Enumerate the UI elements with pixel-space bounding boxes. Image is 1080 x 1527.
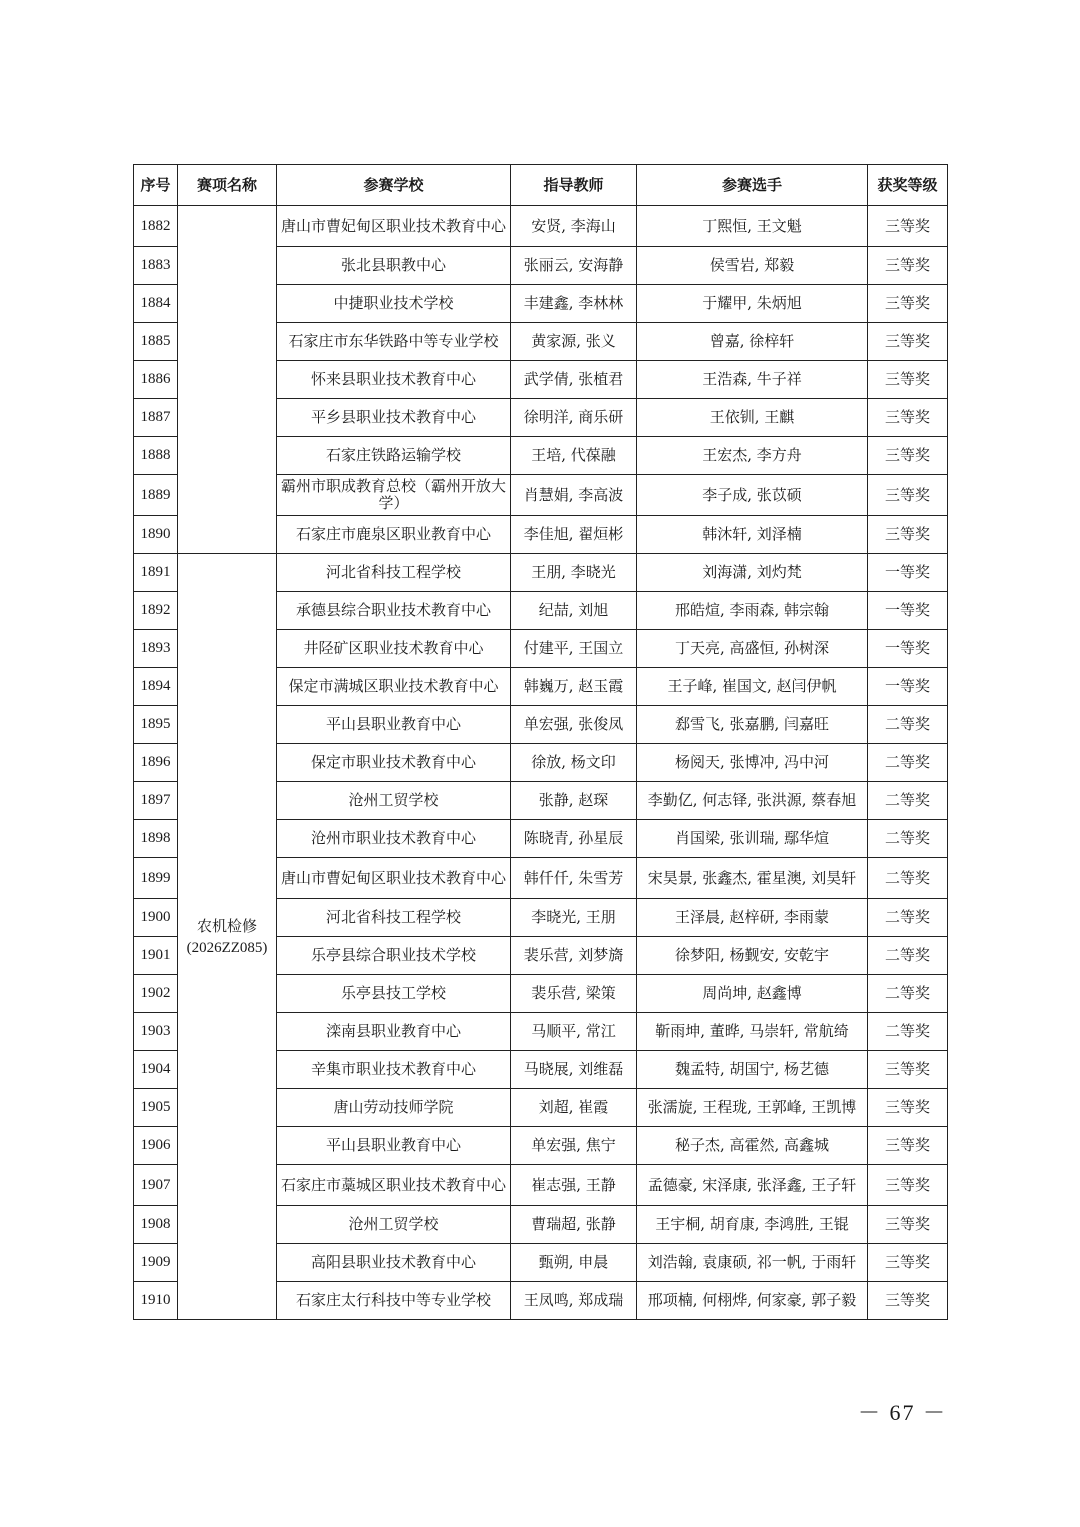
cell-students: 宋昊景, 张鑫杰, 霍星澳, 刘昊轩: [637, 858, 868, 899]
cell-award: 二等奖: [868, 858, 948, 899]
cell-teachers: 裴乐营, 梁策: [511, 975, 637, 1013]
cell-students: 王宏杰, 李方舟: [637, 437, 868, 475]
cell-seq: 1905: [134, 1089, 178, 1127]
cell-school: 滦南县职业教育中心: [277, 1013, 511, 1051]
cell-teachers: 黄家源, 张义: [511, 323, 637, 361]
table-header-row: [134, 165, 948, 206]
cell-award: 三等奖: [868, 1282, 948, 1320]
cell-school: 张北县职教中心: [277, 247, 511, 285]
cell-event-group-2: [178, 554, 277, 1320]
header-award: 获奖等级: [868, 165, 948, 206]
cell-school: 沧州工贸学校: [277, 782, 511, 820]
cell-school: 乐亭县综合职业技术学校: [277, 937, 511, 975]
header-event: 赛项名称: [178, 165, 277, 206]
cell-teachers: 马顺平, 常江: [511, 1013, 637, 1051]
cell-award: 二等奖: [868, 1013, 948, 1051]
cell-teachers: 陈晓青, 孙星辰: [511, 820, 637, 858]
cell-school: 唐山市曹妃甸区职业技术教育中心: [277, 206, 511, 247]
cell-event-group-1: [178, 206, 277, 554]
cell-award: 三等奖: [868, 437, 948, 475]
cell-students: 丁天亮, 高盛恒, 孙树深: [637, 630, 868, 668]
cell-teachers: 单宏强, 张俊凤: [511, 706, 637, 744]
cell-school: 石家庄市东华铁路中等专业学校: [277, 323, 511, 361]
cell-award: 三等奖: [868, 247, 948, 285]
cell-school: 平乡县职业技术教育中心: [277, 399, 511, 437]
cell-seq: 1909: [134, 1244, 178, 1282]
cell-seq: 1906: [134, 1127, 178, 1165]
header-students: 参赛选手: [637, 165, 868, 206]
table-row: [134, 554, 948, 592]
cell-award: 二等奖: [868, 899, 948, 937]
header-teachers: 指导教师: [511, 165, 637, 206]
cell-school: 河北省科技工程学校: [277, 554, 511, 592]
cell-teachers: 曹瑞超, 张静: [511, 1206, 637, 1244]
cell-teachers: 李晓光, 王朋: [511, 899, 637, 937]
cell-award: 二等奖: [868, 975, 948, 1013]
cell-award: 三等奖: [868, 323, 948, 361]
cell-teachers: 裴乐营, 刘梦旖: [511, 937, 637, 975]
cell-students: 侯雪岩, 郑毅: [637, 247, 868, 285]
cell-teachers: 王凤鸣, 郑成瑞: [511, 1282, 637, 1320]
cell-school: 保定市职业技术教育中心: [277, 744, 511, 782]
cell-students: 肖国梁, 张训瑞, 鄢华煊: [637, 820, 868, 858]
cell-students: 张濡旋, 王程珑, 王郭峰, 王凯博: [637, 1089, 868, 1127]
cell-students: 王依钏, 王麒: [637, 399, 868, 437]
cell-seq: 1895: [134, 706, 178, 744]
table-body: [134, 206, 948, 1320]
cell-students: 靳雨坤, 董晔, 马崇轩, 常航绮: [637, 1013, 868, 1051]
page-number: － 67 －: [857, 1400, 947, 1425]
cell-teachers: 武学倩, 张植君: [511, 361, 637, 399]
cell-seq: 1894: [134, 668, 178, 706]
cell-teachers: 甄朔, 申晨: [511, 1244, 637, 1282]
event-code: (2026ZZ085): [186, 939, 268, 956]
cell-teachers: 纪喆, 刘旭: [511, 592, 637, 630]
cell-school: 石家庄市鹿泉区职业教育中心: [277, 516, 511, 554]
cell-school: 乐亭县技工学校: [277, 975, 511, 1013]
cell-school: 高阳县职业技术教育中心: [277, 1244, 511, 1282]
cell-seq: 1900: [134, 899, 178, 937]
cell-students: 李子成, 张苡硕: [637, 475, 868, 516]
cell-students: 于耀甲, 朱炳旭: [637, 285, 868, 323]
cell-school: 保定市满城区职业技术教育中心: [277, 668, 511, 706]
cell-students: 邢皓煊, 李雨森, 韩宗翰: [637, 592, 868, 630]
event-name: 农机检修: [196, 916, 257, 935]
cell-school: 井陉矿区职业技术教育中心: [277, 630, 511, 668]
cell-seq: 1904: [134, 1051, 178, 1089]
cell-award: 二等奖: [868, 937, 948, 975]
cell-teachers: 刘超, 崔霞: [511, 1089, 637, 1127]
cell-seq: 1891: [134, 554, 178, 592]
cell-award: 三等奖: [868, 206, 948, 247]
cell-teachers: 韩仟仟, 朱雪芳: [511, 858, 637, 899]
cell-school: 平山县职业教育中心: [277, 1127, 511, 1165]
cell-teachers: 徐放, 杨文印: [511, 744, 637, 782]
cell-seq: 1883: [134, 247, 178, 285]
cell-award: 三等奖: [868, 475, 948, 516]
cell-students: 杨阅天, 张博冲, 冯中河: [637, 744, 868, 782]
cell-seq: 1890: [134, 516, 178, 554]
cell-award: 一等奖: [868, 668, 948, 706]
cell-teachers: 韩巍万, 赵玉霞: [511, 668, 637, 706]
cell-award: 三等奖: [868, 1127, 948, 1165]
cell-school: 沧州工贸学校: [277, 1206, 511, 1244]
cell-school: 承德县综合职业技术教育中心: [277, 592, 511, 630]
cell-students: 韩沐轩, 刘泽楠: [637, 516, 868, 554]
cell-seq: 1885: [134, 323, 178, 361]
cell-award: 三等奖: [868, 1244, 948, 1282]
cell-award: 一等奖: [868, 630, 948, 668]
cell-seq: 1888: [134, 437, 178, 475]
cell-seq: 1882: [134, 206, 178, 247]
cell-award: 二等奖: [868, 782, 948, 820]
cell-award: 二等奖: [868, 706, 948, 744]
cell-students: 王子峰, 崔国文, 赵闫伊帆: [637, 668, 868, 706]
cell-students: 徐梦阳, 杨觐安, 安乾宇: [637, 937, 868, 975]
cell-students: 李勤亿, 何志铎, 张洪源, 蔡春旭: [637, 782, 868, 820]
cell-students: 周尚坤, 赵鑫博: [637, 975, 868, 1013]
cell-teachers: 付建平, 王国立: [511, 630, 637, 668]
cell-seq: 1886: [134, 361, 178, 399]
cell-school: 沧州市职业技术教育中心: [277, 820, 511, 858]
cell-students: 邢项楠, 何栩烨, 何家豪, 郭子毅: [637, 1282, 868, 1320]
header-seq: 序号: [134, 165, 178, 206]
cell-teachers: 丰建鑫, 李林林: [511, 285, 637, 323]
cell-students: 刘浩翰, 袁康硕, 祁一帆, 于雨轩: [637, 1244, 868, 1282]
cell-award: 一等奖: [868, 554, 948, 592]
cell-school: 河北省科技工程学校: [277, 899, 511, 937]
cell-students: 王浩森, 牛子祥: [637, 361, 868, 399]
cell-award: 三等奖: [868, 1051, 948, 1089]
cell-seq: 1902: [134, 975, 178, 1013]
cell-seq: 1889: [134, 475, 178, 516]
cell-seq: 1907: [134, 1165, 178, 1206]
cell-seq: 1893: [134, 630, 178, 668]
cell-students: 王宇桐, 胡育康, 李鸿胜, 王锟: [637, 1206, 868, 1244]
cell-seq: 1892: [134, 592, 178, 630]
cell-award: 一等奖: [868, 592, 948, 630]
cell-school: 唐山劳动技师学院: [277, 1089, 511, 1127]
cell-award: 三等奖: [868, 361, 948, 399]
cell-teachers: 王朋, 李晓光: [511, 554, 637, 592]
cell-award: 三等奖: [868, 1165, 948, 1206]
cell-award: 三等奖: [868, 285, 948, 323]
cell-school: 怀来县职业技术教育中心: [277, 361, 511, 399]
cell-seq: 1884: [134, 285, 178, 323]
cell-teachers: 马晓展, 刘维磊: [511, 1051, 637, 1089]
cell-teachers: 崔志强, 王静: [511, 1165, 637, 1206]
cell-teachers: 王培, 代葆融: [511, 437, 637, 475]
cell-teachers: 张静, 赵琛: [511, 782, 637, 820]
cell-award: 二等奖: [868, 744, 948, 782]
cell-seq: 1908: [134, 1206, 178, 1244]
table-row: [134, 206, 948, 247]
cell-students: 孟德豪, 宋泽康, 张泽鑫, 王子轩: [637, 1165, 868, 1206]
cell-seq: 1887: [134, 399, 178, 437]
cell-seq: 1898: [134, 820, 178, 858]
cell-school: 石家庄市藁城区职业技术教育中心: [277, 1165, 511, 1206]
cell-teachers: 李佳旭, 翟烜彬: [511, 516, 637, 554]
cell-students: 魏孟特, 胡国宁, 杨艺德: [637, 1051, 868, 1089]
cell-teachers: 徐明洋, 商乐研: [511, 399, 637, 437]
cell-seq: 1897: [134, 782, 178, 820]
cell-teachers: 单宏强, 焦宁: [511, 1127, 637, 1165]
cell-award: 三等奖: [868, 1089, 948, 1127]
cell-seq: 1896: [134, 744, 178, 782]
cell-seq: 1903: [134, 1013, 178, 1051]
cell-school: 唐山市曹妃甸区职业技术教育中心: [277, 858, 511, 899]
cell-school: 石家庄太行科技中等专业学校: [277, 1282, 511, 1320]
cell-award: 二等奖: [868, 820, 948, 858]
cell-award: 三等奖: [868, 399, 948, 437]
cell-students: 丁熙恒, 王文魁: [637, 206, 868, 247]
cell-teachers: 肖慧娟, 李高波: [511, 475, 637, 516]
cell-school: 霸州市职成教育总校（霸州开放大学）: [277, 475, 511, 516]
cell-students: 曾嘉, 徐梓轩: [637, 323, 868, 361]
cell-school: 中捷职业技术学校: [277, 285, 511, 323]
cell-students: 王泽晨, 赵梓研, 李雨蒙: [637, 899, 868, 937]
cell-school: 辛集市职业技术教育中心: [277, 1051, 511, 1089]
cell-school: 石家庄铁路运输学校: [277, 437, 511, 475]
awards-table: [133, 164, 948, 1320]
cell-award: 三等奖: [868, 516, 948, 554]
cell-students: 刘海潇, 刘灼梵: [637, 554, 868, 592]
cell-teachers: 张丽云, 安海静: [511, 247, 637, 285]
cell-teachers: 安贤, 李海山: [511, 206, 637, 247]
cell-school: 平山县职业教育中心: [277, 706, 511, 744]
cell-seq: 1910: [134, 1282, 178, 1320]
cell-students: 秘子杰, 高霍然, 高鑫城: [637, 1127, 868, 1165]
cell-students: 郄雪飞, 张嘉鹏, 闫嘉旺: [637, 706, 868, 744]
header-school: 参赛学校: [277, 165, 511, 206]
cell-award: 三等奖: [868, 1206, 948, 1244]
cell-seq: 1899: [134, 858, 178, 899]
cell-seq: 1901: [134, 937, 178, 975]
